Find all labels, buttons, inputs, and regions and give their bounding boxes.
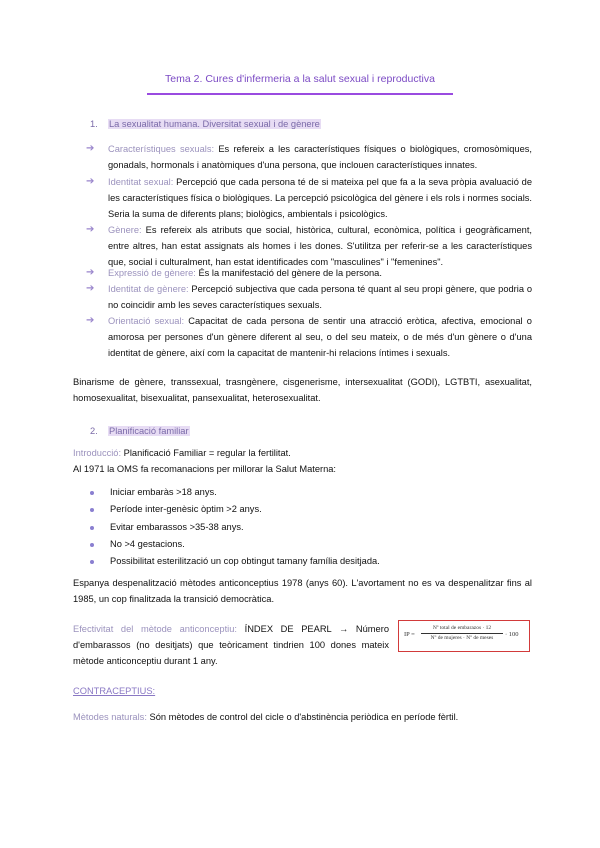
- list-item: [88, 536, 508, 553]
- term-definition: És la manifestació del gènere de la persona.: [198, 268, 382, 278]
- formula-multiplier: · 100: [505, 631, 519, 638]
- section-1-heading: [90, 118, 321, 130]
- intro-text: Planificació Familiar = regular la fertilitat.: [123, 448, 291, 458]
- formula-lhs: IP =: [404, 631, 415, 638]
- natural-methods-paragraph: [73, 709, 532, 725]
- section-2-heading: [90, 425, 190, 437]
- term-definition: Es refereix als atributs que social, històrica, cultural, econòmica, política i geogràficament, entre altres, han estat assignats als homes i les dones. S'utilitza per referir-se a les característiques que, social i culturalment, han estat identificades com "masculines" i "femenines".: [108, 225, 532, 268]
- bullet-icon: [90, 543, 94, 547]
- bullet-text: Possibilitat esterilització un cop obtingut tamany família desitjada.: [110, 556, 380, 567]
- list-item: [88, 222, 532, 271]
- formula-denominator: Nº de mujeres · Nº de meses: [430, 635, 494, 641]
- arrow-icon: ➔: [86, 176, 95, 187]
- oms-recommendations-list: [88, 484, 508, 570]
- term-label: Gènere:: [108, 225, 142, 235]
- contraceptius-heading: CONTRACEPTIUS:: [73, 686, 156, 696]
- list-item: [88, 501, 508, 518]
- term-label: Identitat de gènere:: [108, 284, 189, 294]
- fraction-line: [421, 633, 503, 634]
- list-item: [88, 174, 532, 223]
- arrow-icon: ➔: [86, 315, 95, 326]
- formula-numerator: Nº total de embarazos · 12: [432, 625, 492, 631]
- term-definition: Es refereix a les característiques físiques o biològiques, cromosòmiques, gonadals, hormonals i anatòmiques d'una persona, que inclouen característiques innates.: [108, 144, 532, 171]
- list-item: [88, 281, 532, 313]
- bullet-text: No >4 gestacions.: [110, 538, 185, 549]
- natural-term: Mètodes naturals:: [73, 712, 147, 722]
- bullet-icon: [90, 526, 94, 530]
- oms-line: Al 1971 la OMS fa recomanacions per millorar la Salut Materna:: [73, 464, 337, 475]
- arrow-icon: ➔: [86, 143, 95, 154]
- list-item: [88, 519, 508, 536]
- natural-text: Són mètodes de control del cicle o d'abstinència periòdica en període fèrtil.: [149, 712, 459, 722]
- term-definition: Percepció que cada persona té de si mateixa pel que fa a la seva pròpia avaluació de les característiques física o biològiques. La percepció psicològica del gènere i els rols i normes socials. Seria la suma de diferents plans; biològics, ambientals i psicològics.: [108, 177, 532, 220]
- bullet-icon: [90, 491, 94, 495]
- bullet-icon: [90, 560, 94, 564]
- term-label: Orientació sexual:: [108, 316, 185, 326]
- list-item: [88, 265, 532, 281]
- bullet-text: Iniciar embaràs >18 anys.: [110, 487, 217, 497]
- section-1-number: 1.: [90, 119, 98, 129]
- bullet-text: Període inter-genèsic òptim >2 anys.: [110, 504, 262, 515]
- section-2-title: Planificació familiar: [109, 426, 189, 436]
- term-definition: Percepció subjectiva que cada persona té quant al seu propi gènere, que podria o no coincidir amb les seves característiques sexuals.: [108, 284, 532, 311]
- intro-paragraph: [73, 445, 532, 477]
- intro-term: Introducció:: [73, 448, 122, 458]
- efectivitat-term: Efectivitat del mètode anticonceptiu:: [73, 624, 237, 634]
- arrow-icon: ➔: [86, 224, 95, 235]
- spain-paragraph: Espanya despenalització mètodes anticonceptius 1978 (anys 60). L'avortament no es va despenalitzar fins al 1985, un cop finalitzada la transició democràtica.: [73, 578, 532, 605]
- efectivitat-text: ÍNDEX DE PEARL → Número d'embarassos (no desitjats) que teòricament tindrien 100 dones mateix mètode anticonceptiu durant 1 any.: [73, 624, 389, 667]
- arrow-icon: ➔: [86, 267, 95, 278]
- section-2-number: 2.: [90, 426, 98, 436]
- term-label: Identitat sexual:: [108, 177, 174, 187]
- list-item: [88, 484, 508, 501]
- pearl-index-formula: [398, 620, 530, 652]
- formula-fraction: [421, 625, 503, 641]
- efectivitat-paragraph: [73, 621, 389, 670]
- term-label: Expressió de gènere:: [108, 268, 196, 278]
- list-item: [88, 313, 532, 362]
- term-label: Característiques sexuals:: [108, 144, 215, 154]
- arrow-icon: ➔: [86, 283, 95, 294]
- page-title: Tema 2. Cures d'infermeria a la salut sexual i reproductiva: [165, 73, 435, 85]
- terms-paragraph: Binarisme de gènere, transsexual, trasngènere, cisgenerisme, intersexualitat (GODI), LGTBTI, asexualitat, homosexualitat, bisexualitat, pansexualitat, heterosexualitat.: [73, 377, 532, 404]
- list-item: [88, 141, 532, 173]
- term-definition: Capacitat de cada persona de sentir una atracció eròtica, afectiva, emocional o amorosa per persones d'un gènere diferent al seu, o del seu mateix, o de més d'un gènere o d'una identitat de gènere, així com la capacitat de mantenir-hi relacions íntimes i sexuals.: [108, 316, 532, 359]
- list-item: [88, 553, 508, 570]
- bullet-icon: [90, 508, 94, 512]
- section-1-title: La sexualitat humana. Diversitat sexual i de gènere: [109, 119, 320, 129]
- bullet-text: Evitar embarassos >35-38 anys.: [110, 521, 244, 532]
- title-underline: [147, 93, 453, 95]
